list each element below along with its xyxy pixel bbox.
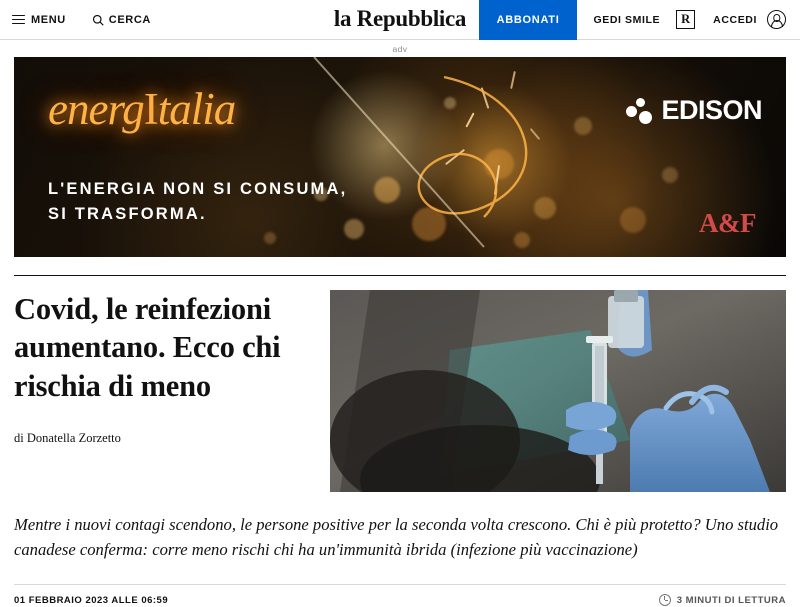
menu-label: MENU: [31, 13, 66, 26]
article-text-column: [14, 290, 330, 492]
hamburger-icon: [12, 12, 25, 27]
article-date: 01 FEBBRAIO 2023 ALLE 06:59: [14, 594, 169, 606]
edison-label: EDISON: [661, 95, 762, 125]
reading-time: [659, 594, 786, 606]
site-masthead: la Repubblica: [333, 6, 467, 31]
menu-button[interactable]: [12, 12, 66, 27]
article-byline: di Donatella Zorzetto: [14, 431, 121, 446]
search-label: CERCA: [108, 13, 151, 26]
search-icon: [92, 14, 104, 26]
search-button[interactable]: [92, 14, 151, 26]
gedi-smile-link[interactable]: GEDI SMILE: [593, 13, 661, 26]
hero-image[interactable]: [330, 290, 786, 492]
article-top-grid: [14, 276, 786, 492]
article-summary: Mentre i nuovi contagi scendono, le persone positive per la seconda volta crescono. Chi è più protetto? Uno studio canadese conferma: corre meno rischi chi ha un'immunità ibrida (infezione più vaccinazione): [14, 515, 779, 560]
adv-headline: energItalia: [48, 84, 236, 134]
header-actions: [479, 0, 788, 40]
r-badge-button[interactable]: R: [676, 10, 695, 29]
edison-logo-icon: [626, 98, 652, 124]
reading-time-label: 3 MINUTI DI LETTURA: [676, 594, 786, 606]
edison-brand: [626, 95, 762, 126]
article-meta-footer: [14, 584, 786, 606]
adv-subline: L'ENERGIA NON SI CONSUMA, SI TRASFORMA.: [48, 180, 348, 223]
advertisement-banner[interactable]: [14, 57, 786, 257]
adv-wrapper: [0, 57, 800, 257]
user-avatar-icon[interactable]: [767, 10, 786, 29]
article-container: [0, 275, 800, 606]
login-link[interactable]: ACCEDI: [713, 13, 757, 26]
aef-logo: A&F: [699, 208, 756, 238]
hero-image-illustration: [330, 290, 786, 492]
page-title: Covid, le reinfezioni aumentano. Ecco chi rischia di meno: [14, 292, 281, 403]
adv-label: adv: [392, 44, 408, 54]
subscribe-button[interactable]: ABBONATI: [479, 0, 578, 40]
site-header: [0, 0, 800, 40]
article-media-column: [330, 290, 786, 492]
clock-icon: [659, 594, 671, 606]
